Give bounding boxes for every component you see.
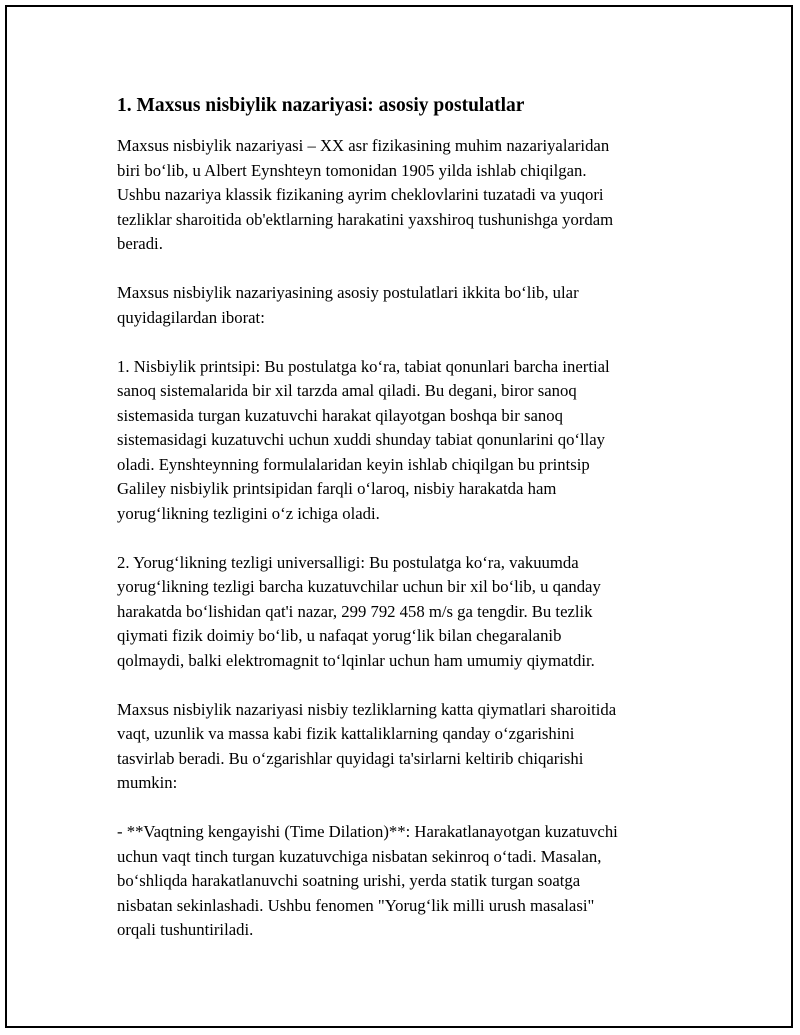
text-line: vaqt, uzunlik va massa kabi fizik kattaliklarning qanday o‘zgarishini [117, 724, 575, 743]
text-line: Maxsus nisbiylik nazariyasi nisbiy tezliklarning katta qiymatlari sharoitida [117, 699, 617, 719]
paragraph-time-dilation [117, 820, 677, 943]
paragraph-postulates-intro [117, 281, 677, 330]
paragraph-intro [117, 134, 677, 257]
document-body [117, 92, 677, 943]
text-line: oladi. Eynshteynning formulalaridan keyin ishlab chiqilgan bu printsip [117, 454, 590, 474]
text-line: Galiley nisbiylik printsipidan farqli o‘laroq, nisbiy harakatda ham [117, 479, 557, 498]
text-line: 2. Yorug‘likning tezligi universalligi: Bu postulatga ko‘ra, vakuumda [117, 552, 579, 572]
text-line: yorug‘likning tezligini o‘z ichiga oladi. [117, 503, 380, 523]
text-line: sistemasida turgan kuzatuvchi harakat qilayotgan boshqa bir sanoq [117, 405, 563, 425]
text-line: sistemasidagi kuzatuvchi uchun xuddi shunday tabiat qonunlarini qo‘llay [117, 430, 606, 449]
text-line: tezliklar sharoitida ob'ektlarning harakatini yaxshiroq tushunishga yordam [117, 209, 614, 229]
text-line: sanoq sistemalarida bir xil tarzda amal qiladi. Bu degani, biror sanoq [117, 381, 577, 400]
text-line: orqali tushuntiriladi. [117, 920, 254, 939]
text-line: biri bo‘lib, u Albert Eynshteyn tomonidan 1905 yilda ishlab chiqilgan. [117, 160, 587, 180]
text-line: tasvirlab beradi. Bu o‘zgarishlar quyidagi ta'sirlarni keltirib chiqarishi [117, 748, 584, 768]
text-line: harakatda bo‘lishidan qat'i nazar, 299 792 458 m/s ga tengdir. Bu tezlik [117, 601, 593, 621]
paragraph-postulate-2 [117, 551, 677, 674]
text-line: qiymati fizik doimiy bo‘lib, u nafaqat yorug‘lik bilan chegaralanib [117, 626, 562, 645]
text-line: bo‘shliqda harakatlanuvchi soatning urishi, yerda statik turgan soatga [117, 871, 581, 890]
document-title: 1. Maxsus nisbiylik nazariyasi: asosiy postulatlar [117, 95, 525, 116]
text-line: qolmaydi, balki elektromagnit to‘lqinlar uchun ham umumiy qiymatdir. [117, 650, 595, 670]
text-line: yorug‘likning tezligi barcha kuzatuvchilar uchun bir xil bo‘lib, u qanday [117, 577, 601, 596]
text-line: 1. Nisbiylik printsipi: Bu postulatga ko‘ra, tabiat qonunlari barcha inertial [117, 356, 610, 376]
paragraph-postulate-1 [117, 355, 677, 527]
text-line: beradi. [117, 234, 163, 253]
text-line: nisbatan sekinlashadi. Ushbu fenomen "Yorug‘lik milli urush masalasi" [117, 895, 595, 915]
text-line: Ushbu nazariya klassik fizikaning ayrim cheklovlarini tuzatadi va yuqori [117, 185, 604, 204]
text-line: uchun vaqt tinch turgan kuzatuvchiga nisbatan sekinroq o‘tadi. Masalan, [117, 846, 602, 866]
text-line: Maxsus nisbiylik nazariyasining asosiy postulatlari ikkita bo‘lib, ular [117, 283, 579, 302]
paragraph-effects-intro [117, 698, 677, 796]
text-line: Maxsus nisbiylik nazariyasi – XX asr fizikasining muhim nazariyalaridan [117, 136, 610, 155]
text-line: quyidagilardan iborat: [117, 307, 265, 327]
text-line: mumkin: [117, 773, 178, 792]
text-line: - **Vaqtning kengayishi (Time Dilation)**: Harakatlanayotgan kuzatuvchi [117, 822, 618, 841]
